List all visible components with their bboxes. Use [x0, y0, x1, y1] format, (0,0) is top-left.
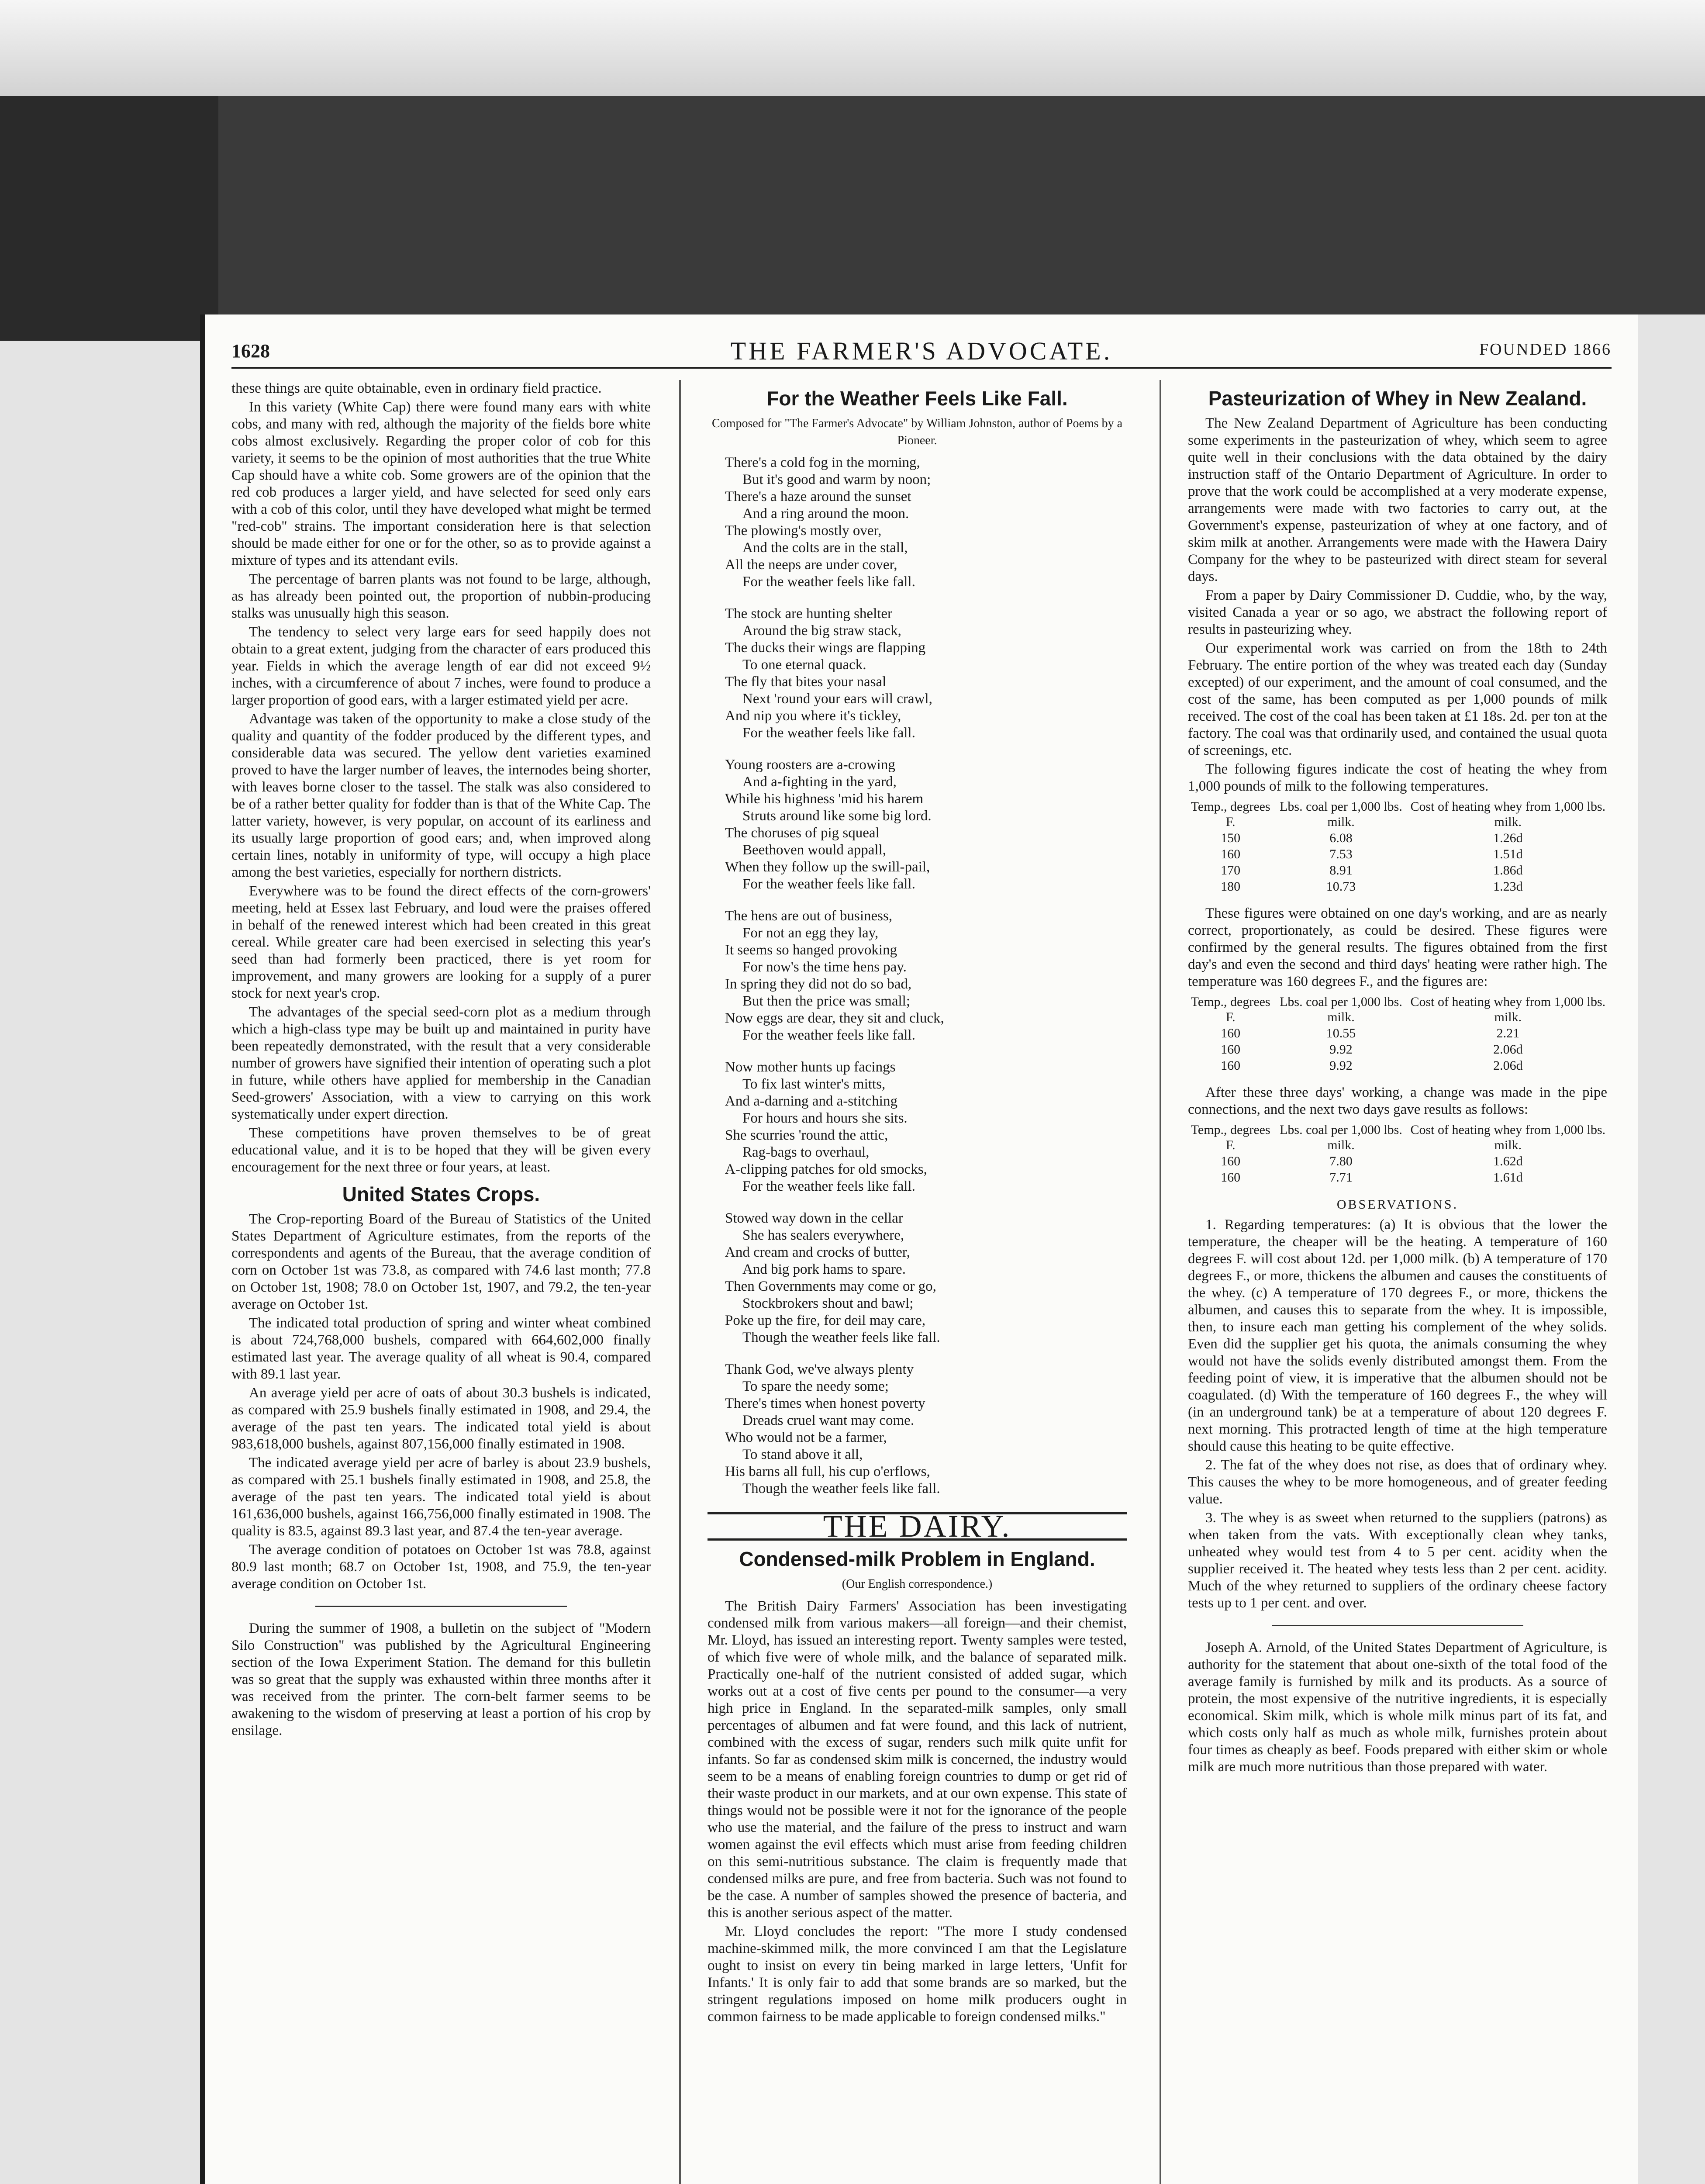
table-cell: 7.80 — [1329, 1154, 1353, 1168]
poem-line: For hours and hours she sits. — [742, 1110, 908, 1126]
table-cell: 150 — [1221, 831, 1241, 845]
poem-line: Around the big straw stack, — [742, 623, 901, 639]
separator-rule — [1272, 1625, 1523, 1626]
paragraph: Mr. Lloyd concludes the report: "The more I study condensed machine-skimmed milk, the more convinced I am that the Legislature ought to insist on every tin being marked in large letters, 'Unfit for Infants.' It is only fair to add that some brands are so marked, but the stringent regulations imposed on home milk producers ought in common fairness to be made applicable to foreign condensed milks." — [708, 1924, 1127, 2025]
poem-stanza — [725, 1059, 1127, 1195]
scan-background-top — [0, 0, 1705, 96]
poem-line: And big pork hams to spare. — [742, 1261, 906, 1277]
article-title-us-crops: United States Crops. — [342, 1183, 540, 1206]
poem-line: Rag-bags to overhaul, — [742, 1144, 870, 1160]
table-cell: 1.86d — [1493, 863, 1523, 878]
poem-line: For the weather feels like fall. — [742, 876, 915, 892]
poem — [708, 454, 1127, 1497]
paragraph: The British Dairy Farmers' Association has been investigating condensed milk from various makers—all foreign—and their chemist, Mr. Lloyd, has issued an interesting report. Twenty samples were tested, of which five were of whole milk, and the balance of separated milk. Practically one-half of the nutrient consisted of added sugar, which works out at a cost of five cents per pound to the consumer—a very high price in England. In the separated-milk samples, only small percentages of albumen and fat were found, and this lack of nutrient, combined with the excess of sugar, renders such milk quite unfit for infants. So far as condensed skim milk is concerned, the industry would seem to be a means of enabling foreign countries to dump or get rid of their waste product in our markets, and at our own expense. This state of things would not be possible were it not for the ignorance of the people who use the material, and the failure of the press to instruct and warn women against the evil effects which must arise from feeding children on this semi-nutritious substance. The claim is frequently made that condensed milks are pure, and free from bacteria. Such was not found to be the case. A number of samples showed the presence of bacteria, and this is another serious aspect of the matter. — [708, 1598, 1127, 1921]
poem-line: For the weather feels like fall. — [742, 1178, 915, 1194]
table-row — [1188, 1025, 1607, 1041]
table-row — [1188, 878, 1607, 895]
poem-line: She has sealers everywhere, — [742, 1227, 904, 1243]
poem-line: When they follow up the swill-pail, — [725, 859, 930, 875]
poem-line: To stand above it all, — [742, 1447, 863, 1462]
poem-line: And the colts are in the stall, — [742, 540, 908, 556]
poem-line: For the weather feels like fall. — [742, 574, 915, 590]
table-cell: 10.73 — [1326, 879, 1356, 894]
table-cell: 9.92 — [1329, 1042, 1353, 1057]
poem-line: The fly that bites your nasal — [725, 674, 887, 690]
table-cell: 7.71 — [1329, 1170, 1353, 1185]
paragraph: The average condition of potatoes on October 1st was 78.8, against 80.9 last month; 68.7 on October 1st, 1908, and 75.9, the ten-year average condition on October 1st. — [231, 1542, 651, 1592]
poem-line: And a-fighting in the yard, — [742, 774, 897, 790]
scan-shadow — [0, 96, 218, 341]
data-table-1 — [1188, 798, 1607, 895]
table-cell: 1.61d — [1493, 1170, 1523, 1185]
poem-line: For the weather feels like fall. — [742, 1027, 915, 1043]
table-header: Temp., degrees F. — [1191, 799, 1270, 829]
paragraph: The tendency to select very large ears for seed happily does not obtain to a great extent, judging from the character of ears produced this year. Fields in which the average length of ear did not exceed 9½ inches, with a circumference of about 7 inches, were found to produce a larger proportion of good ears, with a larger estimated yield per acre. — [231, 624, 651, 708]
table-cell: 170 — [1221, 863, 1241, 878]
poem-line: And a-darning and a-stitching — [725, 1093, 897, 1109]
table-cell: 160 — [1221, 1154, 1241, 1168]
paragraph: The indicated total production of spring and winter wheat combined is about 724,768,000 bushels, compared with 664,602,000 finally estimated last year. The average quality of all wheat is 90.4, compared with 89.1 last year. — [231, 1315, 651, 1382]
poem-line: Beethoven would appall, — [742, 842, 887, 858]
poem-line: Next 'round your ears will crawl, — [742, 691, 932, 707]
poem-line: Now mother hunts up facings — [725, 1059, 896, 1075]
table-cell: 160 — [1221, 1042, 1241, 1057]
poem-line: For not an egg they lay, — [742, 925, 879, 941]
table-header: Lbs. coal per 1,000 lbs. milk. — [1280, 1123, 1402, 1152]
poem-line: Who would not be a farmer, — [725, 1430, 887, 1445]
table-header: Cost of heating whey from 1,000 lbs. milk. — [1410, 799, 1606, 829]
poem-line: While his highness 'mid his harem — [725, 791, 924, 807]
article-title-condensed-milk: Condensed-milk Problem in England. — [739, 1548, 1095, 1570]
poem-stanza — [725, 908, 1127, 1044]
poem-line: The stock are hunting shelter — [725, 606, 893, 622]
paragraph: Everywhere was to be found the direct effects of the corn-growers' meeting, held at Essex last February, and loud were the praises offered in behalf of the renewed interest which had been created in this great cereal. While greater care had been exercised in selecting this year's seed than had formerly been practiced, there is yet room for improvement, and many growers are looking for a supply of a purer stock for next year's crop. — [231, 883, 651, 1001]
poem-line: The hens are out of business, — [725, 908, 893, 924]
column-2 — [708, 380, 1127, 2027]
table-header: Cost of heating whey from 1,000 lbs. milk. — [1410, 995, 1606, 1024]
data-table-3 — [1188, 1122, 1607, 1185]
column-rule — [1160, 380, 1161, 2184]
poem-line: To spare the needy some; — [742, 1379, 889, 1394]
table-row — [1188, 1057, 1607, 1074]
poem-line: And nip you where it's tickley, — [725, 708, 901, 724]
column-1 — [231, 380, 651, 1741]
table-row — [1188, 1041, 1607, 1057]
table-cell: 2.21 — [1496, 1026, 1520, 1040]
table-cell: 160 — [1221, 847, 1241, 861]
poem-line: Poke up the fire, for deil may care, — [725, 1313, 926, 1328]
poem-stanza — [725, 757, 1127, 893]
table-cell: 10.55 — [1326, 1026, 1356, 1040]
paragraph: An average yield per acre of oats of about 30.3 bushels is indicated, as compared with 25.9 bushels finally estimated in 1908, and 29.4, the average of the past ten years. The indicated total yield is about 983,618,000 bushels, against 807,156,000 finally estimated in 1908. — [231, 1385, 651, 1452]
poem-line: To one eternal quack. — [742, 657, 866, 673]
poem-stanza — [725, 454, 1127, 591]
table-header: Lbs. coal per 1,000 lbs. milk. — [1280, 995, 1402, 1024]
paragraph: these things are quite obtainable, even in ordinary field practice. — [231, 380, 602, 396]
table-cell: 9.92 — [1329, 1058, 1353, 1073]
poem-line: Stockbrokers shout and bawl; — [742, 1296, 914, 1311]
poem-line: To fix last winter's mitts, — [742, 1076, 886, 1092]
paragraph: Our experimental work was carried on from the 18th to 24th February. The entire portion of the whey was treated each day (Sunday excepted) of our experiment, and the amount of coal consumed, and the cost of the same, has been computed as per 1,000 pounds of milk received. The cost of the coal has been taken at £1 18s. 2d. per ton at the factory. The coal was that ordinarily used, and contained the usual quota of screenings, etc. — [1188, 640, 1607, 758]
table-header: Cost of heating whey from 1,000 lbs. milk. — [1410, 1123, 1606, 1152]
table-cell: 180 — [1221, 879, 1241, 894]
poem-line: There's a haze around the sunset — [725, 489, 911, 505]
paragraph: Advantage was taken of the opportunity to make a close study of the quality and quantity of the fodder produced by the different types, and considerable data was secured. The yellow dent varieties examined proved to have the larger number of leaves, the internodes being shorter, with leaves borne closer to the tassel. The stalk was also considered to be of a rather better quality for fodder than is that of the White Cap. The latter variety, however, is very popular, on account of its earliness and its usually large proportion of good ears; and, when improved along certain lines, notably in uniformity of type, will occupy a high place among the best varieties, especially for northern districts. — [231, 711, 651, 880]
poem-line: Dreads cruel want may come. — [742, 1413, 915, 1428]
poem-line: Though the weather feels like fall. — [742, 1330, 940, 1345]
paragraph: These competitions have proven themselves to be of great educational value, and it is to be hoped that they will be given every encouragement for the next three or four years, at least. — [231, 1125, 651, 1175]
table-row — [1188, 1169, 1607, 1185]
masthead: THE FARMER'S ADVOCATE. — [730, 337, 1113, 365]
column-rule — [679, 380, 681, 2184]
poem-line: The choruses of pig squeal — [725, 825, 880, 841]
table-row — [1188, 862, 1607, 878]
poem-line: All the neeps are under cover, — [725, 557, 897, 573]
table-row — [1188, 830, 1607, 846]
poem-line: Young roosters are a-crowing — [725, 757, 895, 773]
poem-line: For the weather feels like fall. — [742, 725, 915, 741]
newspaper-page — [205, 314, 1638, 2184]
table-cell: 160 — [1221, 1058, 1241, 1073]
paragraph: In this variety (White Cap) there were found many ears with white cobs, and many with red, although the majority of the fields bore white cobs almost exclusively. Regarding the proper color of cob for this variety, it seems to be the opinion of most authorities that the true White Cap should have a white cob. Some growers are of the opinion that the red cob produces a larger yield, and have selected for seed only ears with a cob of this color, until they have developed what might be termed "red-cob" strains. The important consideration here is that selection should be made either for one or for the other, so as to provide against a mixture of types and its attendant evils. — [231, 399, 651, 568]
poem-line: There's a cold fog in the morning, — [725, 455, 920, 470]
page-number: 1628 — [231, 340, 270, 362]
table-row — [1188, 1153, 1607, 1169]
paragraph: The New Zealand Department of Agriculture has been conducting some experiments in the pasteurization of whey, which seem to agree quite well in their conclusions with the data obtained by the dairy instruction staff of the Ontario Department of Agriculture. In order to prove that the work could be accomplished at a very moderate expense, arrangements were made with two factories to carry out, at the Government's expense, pasteurization of whey at one factory, and of skim milk at another. Arrangements were made with the Hawera Dairy Company for the whey to be pasteurized with direct steam for several days. — [1188, 415, 1607, 584]
scan-dark-border — [52, 96, 1705, 314]
table-header: Lbs. coal per 1,000 lbs. milk. — [1280, 799, 1402, 829]
poem-line: But it's good and warm by noon; — [742, 472, 931, 487]
paragraph: From a paper by Dairy Commissioner D. Cuddie, who, by the way, visited Canada a year or so ago, we abstract the following report of results in pasteurizing whey. — [1188, 587, 1607, 637]
table-header: Temp., degrees F. — [1191, 1123, 1270, 1152]
poem-line: Stowed way down in the cellar — [725, 1210, 903, 1226]
table-cell: 1.26d — [1493, 831, 1523, 845]
poem-line: There's times when honest poverty — [725, 1396, 925, 1411]
table-cell: 1.23d — [1493, 879, 1523, 894]
poem-line: In spring they did not do so bad, — [725, 976, 912, 992]
poem-line: For now's the time hens pay. — [742, 959, 907, 975]
paragraph: These figures were obtained on one day's working, and are as nearly correct, proportionately, as could be desired. These figures were confirmed by the general results. The figures obtained from the first day's and even the second and third days' heating were rather high. The temperature was 160 degrees F., and the figures are: — [1188, 905, 1607, 989]
paragraph: After these three days' working, a change was made in the pipe connections, and the next two days gave results as follows: — [1188, 1085, 1607, 1117]
poem-line: His barns all full, his cup o'erflows, — [725, 1464, 930, 1479]
paragraph: The indicated average yield per acre of barley is about 23.9 bushels, as compared with 25.1 bushels finally estimated in 1908, and 25.8, the average of the past ten years. The indicated total yield is about 161,636,000 bushels, against 166,756,000 finally estimated in 1908. The quality is 83.5, against 89.3 last year, and 87.4 the ten-year average. — [231, 1455, 651, 1539]
table-cell: 2.06d — [1493, 1058, 1523, 1073]
table-cell: 1.62d — [1493, 1154, 1523, 1168]
column-3 — [1188, 380, 1607, 1777]
paragraph: Joseph A. Arnold, of the United States Department of Agriculture, is authority for the statement that about one-sixth of the total food of the average family is furnished by milk and its products. As a source of protein, the most expensive of the nutritive ingredients, it is especially economical. Skim milk, which is whole milk minus part of its fat, and which costs only half as much as whole milk, furnishes protein about four times as cheaply as beef. Foods prepared with either skim or whole milk are much more nutritious than those prepared with water. — [1188, 1640, 1607, 1775]
poem-line: Though the weather feels like fall. — [742, 1481, 940, 1496]
poem-stanza — [725, 1361, 1127, 1497]
paragraph: 1. Regarding temperatures: (a) It is obvious that the lower the temperature, the cheaper will be the heating. A temperature of 160 degrees F. will cost about 12d. per 1,000 milk. (b) A temperature of 170 degrees F., or more, thickens the albumen and causes the constituents of the whey. (c) A temperature of 170 degrees F., or more, thickens the albumen, and causes this to separate from the whey. It is impossible, then, to insure each man getting his complement of the whey solids. Even did the supplier get his quota, the animals consuming the whey would not have the solids evenly distributed amongst them. From the feeding point of view, it is imperative that the albumen should not be coagulated. (d) With the temperature of 160 degrees F., the whey will (in an underground tank) be at a temperature of about 120 degrees F. next morning. This protracted length of time at the high temperature should cause this heating to be quite effective. — [1188, 1217, 1607, 1454]
table-cell: 2.06d — [1493, 1042, 1523, 1057]
paragraph: The following figures indicate the cost of heating the whey from 1,000 pounds of milk to the following temperatures. — [1188, 761, 1607, 794]
poem-stanza — [725, 605, 1127, 742]
table-cell: 160 — [1221, 1170, 1241, 1185]
table-row — [1188, 846, 1607, 862]
poem-line: Now eggs are dear, they sit and cluck, — [725, 1010, 944, 1026]
paragraph: 3. The whey is as sweet when returned to the suppliers (patrons) as when taken from the vats. With exceptionally clean whey tanks, unheated whey would test from 4 to 5 per cent. acidity when the supplier received it. The heated whey tests less than 2 per cent. acidity. Much of the whey returned to suppliers of the ordinary cheese factory tests up to 1 per cent. and over. — [1188, 1510, 1607, 1611]
observations-heading: OBSERVATIONS. — [1336, 1197, 1459, 1212]
table-cell: 7.53 — [1329, 847, 1353, 861]
poem-line: A-clipping patches for old smocks, — [725, 1161, 927, 1177]
founded-line: FOUNDED 1866 — [1479, 340, 1612, 359]
article-title-pasteurization: Pasteurization of Whey in New Zealand. — [1208, 387, 1587, 410]
table-cell: 8.91 — [1329, 863, 1353, 878]
poem-title: For the Weather Feels Like Fall. — [766, 387, 1068, 410]
poem-line: But then the price was small; — [742, 993, 910, 1009]
poem-line: It seems so hanged provoking — [725, 942, 897, 958]
poem-stanza — [725, 1210, 1127, 1346]
poem-byline: Composed for "The Farmer's Advocate" by William Johnston, author of Poems by a Pioneer. — [711, 417, 1122, 447]
paragraph: 2. The fat of the whey does not rise, as does that of ordinary whey. This causes the whey to be more homogeneous, and of greater feeding value. — [1188, 1457, 1607, 1507]
paragraph: During the summer of 1908, a bulletin on the subject of "Modern Silo Construction" was published by the Agricultural Engineering section of the Iowa Experiment Station. The demand for this bulletin was so great that the supply was exhausted within three months after it was received from the printer. The corn-belt farmer seems to be awakening to the wisdom of preserving at least a portion of his crop by ensilage. — [231, 1621, 651, 1738]
poem-line: Thank God, we've always plenty — [725, 1362, 914, 1377]
data-table-2 — [1188, 994, 1607, 1074]
poem-line: And a ring around the moon. — [742, 506, 909, 522]
poem-line: The ducks their wings are flapping — [725, 640, 926, 656]
article-byline: (Our English correspondence.) — [842, 1577, 993, 1591]
paragraph: The percentage of barren plants was not found to be large, although, as has already been pointed out, the proportion of nubbin-producing stalks was unusually high this season. — [231, 571, 651, 621]
paragraph: The Crop-reporting Board of the Bureau of Statistics of the United States Department of Agriculture estimates, from the reports of the correspondents and agents of the Bureau, that the average condition of corn on October 1st was 73.8, as compared with 74.6 last month; 77.8 on October 1st, 1908; 78.0 on October 1st, 1907, and 79.2, the ten-year average on October 1st. — [231, 1211, 651, 1312]
paragraph: The advantages of the special seed-corn plot as a medium through which a high-class type may be built up and maintained in purity have been repeatedly demonstrated, with the result that a very considerable number of growers have signified their intention of operating such a plot in future, while others have applied for membership in the Canadian Seed-growers' Association, with a view to carrying on this work systematically under expert direction. — [231, 1004, 651, 1122]
page-header — [231, 332, 1612, 369]
section-banner-dairy: THE DAIRY. — [708, 1512, 1127, 1541]
table-cell: 160 — [1221, 1026, 1241, 1040]
separator-rule — [315, 1606, 567, 1607]
table-cell: 6.08 — [1329, 831, 1353, 845]
poem-line: And cream and crocks of butter, — [725, 1244, 910, 1260]
poem-line: Struts around like some big lord. — [742, 808, 932, 824]
poem-line: The plowing's mostly over, — [725, 523, 882, 539]
poem-line: She scurries 'round the attic, — [725, 1127, 888, 1143]
table-cell: 1.51d — [1493, 847, 1523, 861]
poem-line: Then Governments may come or go, — [725, 1279, 936, 1294]
table-header: Temp., degrees F. — [1191, 995, 1270, 1024]
